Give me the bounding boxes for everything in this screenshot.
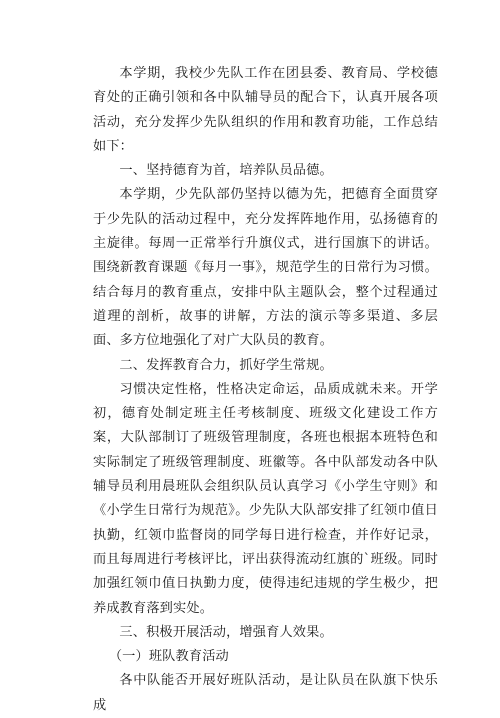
intro-paragraph: 本学期，我校少先队工作在团县委、教育局、学校德育处的正确引领和各中队辅导员的配合下，认真开展各项活动，充分发挥少先队组织的作用和教育功能，工作总结如下：: [93, 66, 438, 154]
section-heading-2: 二、发挥教育合力，抓好学生常规。: [119, 357, 333, 373]
subsection-heading-1: （一）班队教育活动: [108, 649, 229, 665]
section-2-paragraph: 习惯决定性格，性格决定命运，品质成就未来。开学初，德育处制定班主任考核制度、班级文化建设工作方案，大队部制订了班级管理制度，各班也根据本班特色和实际制定了班级管理制度、班徽等。各中队部发动各中队辅导员利用晨班队会组织队员认真学习《小学生守则》和《小学生日常行为规范》。少先队大队部安排了红领巾值日执勤，红领巾监督岗的同学每日进行检查，并作好记录，而且每周进行考核评比，评出获得流动红旗的`班级。同时加强红领巾值日执勤力度，使得违纪违规的学生极少，把养成教育落到实处。: [93, 381, 438, 616]
subsection-1-paragraph: 各中队能否开展好班队活动，是让队员在队旗下快乐成: [93, 673, 438, 713]
document-body: [93, 62, 438, 718]
section-heading-1: 一、坚持德育为首，培养队员品德。: [119, 163, 333, 179]
section-1-paragraph: 本学期，少先队部仍坚持以德为先，把德育全面贯穿于少先队的活动过程中，充分发挥阵地作用，弘扬德育的主旋律。每周一正常举行升旗仪式，进行国旗下的讲话。围绕新教育课题《每月一事》，规范学生的日常行为习惯。结合每月的教育重点，安排中队主题队会，整个过程通过道理的剖析，故事的讲解，方法的演示等多渠道、多层面、多方位地强化了对广大队员的教育。: [93, 187, 438, 349]
section-heading-3: 三、积极开展活动，增强育人效果。: [119, 624, 333, 640]
